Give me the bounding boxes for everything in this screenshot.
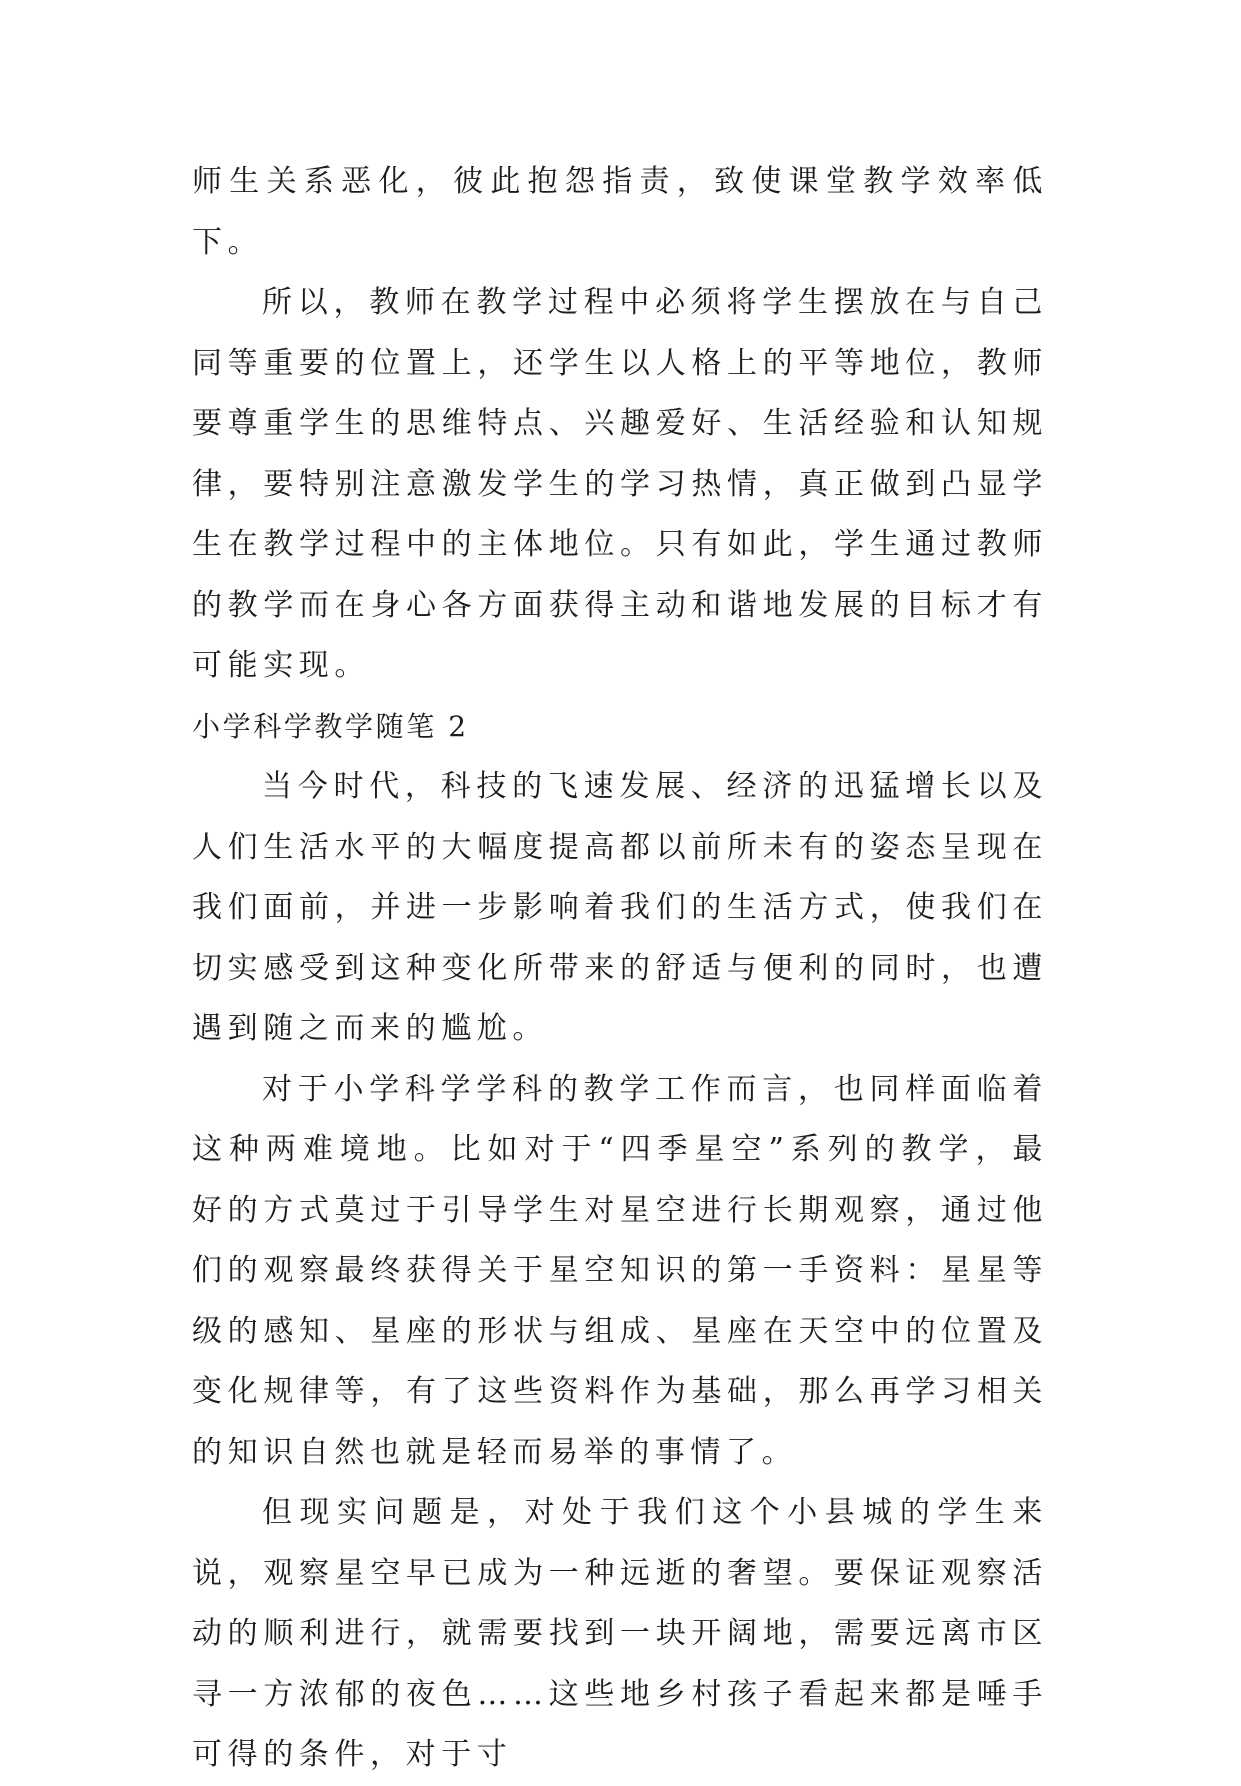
paragraph-modern-era: 当今时代，科技的飞速发展、经济的迅猛增长以及人们生活水平的大幅度提高都以前所未有的姿态呈现在我们面前，并进一步影响着我们的生活方式，使我们在切实感受到这种变化所带来的舒适与便利的同时，也遭遇到随之而来的尴尬。 — [192, 769, 1048, 1046]
paragraph-teacher-student-equality: 所以，教师在教学过程中必须将学生摆放在与自己同等重要的位置上，还学生以人格上的平等地位，教师要尊重学生的思维特点、兴趣爱好、生活经验和认知规律，要特别注意激发学生的学习热情，真正做到凸显学生在教学过程中的主体地位。只有如此，学生通过教师的教学而在身心各方面获得主动和谐地发展的目标才有可能实现。 — [192, 285, 1048, 683]
paragraph-reality-problem: 但现实问题是，对处于我们这个小县城的学生来说，观察星空早已成为一种远逝的奢望。要保证观察活动的顺利进行，就需要找到一块开阔地，需要远离市区寻一方浓郁的夜色……这些地乡村孩子看起来都是唾手可得的条件，对于寸 — [192, 1495, 1048, 1772]
paragraph-continued: 师生关系恶化，彼此抱怨指责，致使课堂教学效率低下。 — [192, 164, 1048, 260]
document-body — [192, 152, 1048, 1786]
paragraph-science-teaching-dilemma: 对于小学科学学科的教学工作而言，也同样面临着这种两难境地。比如对于“四季星空”系列的教学，最好的方式莫过于引导学生对星空进行长期观察，通过他们的观察最终获得关于星空知识的第一手资料：星星等级的感知、星座的形状与组成、星座在天空中的位置及变化规律等，有了这些资料作为基础，那么再学习相关的知识自然也就是轻而易举的事情了。 — [192, 1071, 1048, 1470]
section-heading: 小学科学教学随笔 2 — [192, 709, 469, 743]
